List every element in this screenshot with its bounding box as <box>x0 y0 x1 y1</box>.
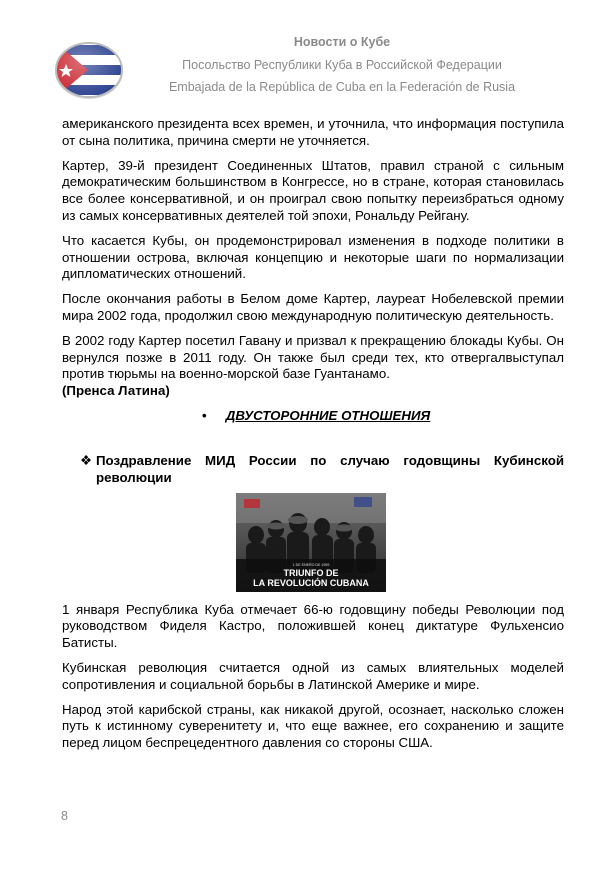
paragraph-with-source <box>62 333 564 400</box>
bullet-icon: • <box>202 407 207 423</box>
header-embassy-es: Embajada de la República de Cuba en la Federación de Rusia <box>168 80 516 94</box>
news-headline-text: Поздравление МИД России по случаю годовщины Кубинской революции <box>96 452 564 485</box>
diamond-bullet-icon: ❖ <box>80 452 92 468</box>
paragraph: Народ этой карибской страны, как никакой другой, осознает, насколько сложен путь к истинному суверенитету и, что еще важнее, его сохранению и защите перед лицом беспрецедентного давления со стороны США. <box>62 701 564 751</box>
page-number: 8 <box>61 809 68 823</box>
paragraph: После окончания работы в Белом доме Картер, лауреат Нобелевской премии мира 2002 года, продолжил свою международную политическую деятельность. <box>62 291 564 323</box>
paragraph: Картер, 39-й президент Соединенных Штатов, правил страной с сильным демократическим большинством в Конгрессе, но в стране, которая становилась все более консервативной, и он проиграл свою попытку переизбраться одному из самых консервативных деятелей той эпохи, Рональду Рейгану. <box>62 157 564 223</box>
section-heading <box>62 408 564 423</box>
news-headline <box>62 453 564 487</box>
revolution-anniversary-photo <box>236 493 386 592</box>
photo-caption-date: 1 DE ENERO DE 1959 <box>292 562 330 567</box>
paragraph: Кубинская революция считается одной из самых влиятельных моделей сопротивления и социальной борьбы в Латинской Америке и мире. <box>62 659 564 692</box>
header-title: Новости о Кубе <box>293 35 391 49</box>
section-heading-text: ДВУСТОРОННИЕ ОТНОШЕНИЯ <box>225 407 431 423</box>
source-label: (Пренса Латина) <box>62 383 170 399</box>
photo-caption-line1: TRIUNFO DE <box>283 567 339 578</box>
paragraph: Что касается Кубы, он продемонстрировал изменения в подходе политики в отношении острова, включая концепцию и некоторые шаги по нормализации дипломатических отношений. <box>62 232 564 282</box>
header-embassy-ru: Посольство Республики Куба в Российской Федерации <box>182 58 502 72</box>
document-body <box>62 116 564 760</box>
paragraph: 1 января Республика Куба отмечает 66-ю годовщину победы Революции под руководством Фиделя Кастро, положившей конец диктатуре Фульхенсио Батисты. <box>62 601 564 651</box>
paragraph: американского президента всех времен, и уточнила, что информация поступила от сына политика, причина смерти не уточняется. <box>62 116 564 148</box>
paragraph-text: В 2002 году Картер посетил Гавану и призвал к прекращению блокады Кубы. Он вернулся позже в 2011 году. Он также был среди тех, кто отвергалвыступал против тюрьмы на военно-морской базе Гуантанамо. <box>62 332 564 382</box>
photo-caption-line2: LA REVOLUCIÓN CUBANA <box>253 577 369 588</box>
